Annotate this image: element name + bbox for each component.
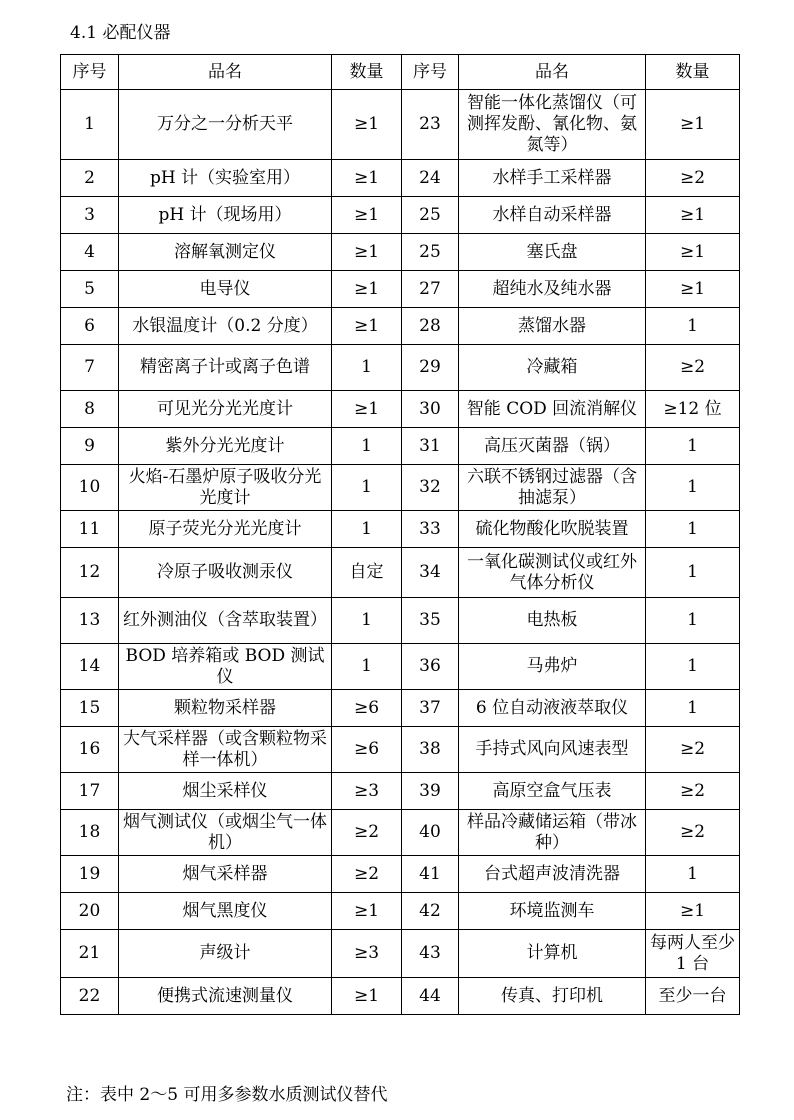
cell-right-no: 36	[402, 644, 459, 690]
cell-right-qty: ≥2	[646, 345, 740, 391]
cell-right-qty: 1	[646, 465, 740, 511]
cell-right-qty: ≥1	[646, 893, 740, 930]
cell-right-qty: 1	[646, 690, 740, 727]
cell-left-qty: 1	[332, 428, 402, 465]
cell-left-no: 20	[61, 893, 119, 930]
cell-left-name: 精密离子计或离子色谱	[119, 345, 332, 391]
cell-left-no: 7	[61, 345, 119, 391]
cell-right-no: 35	[402, 598, 459, 644]
section-title: 4.1 必配仪器	[70, 23, 171, 43]
table-row	[61, 727, 740, 773]
cell-right-name: 超纯水及纯水器	[459, 271, 646, 308]
cell-left-name: 便携式流速测量仪	[119, 978, 332, 1015]
cell-left-name: pH 计（现场用）	[119, 197, 332, 234]
cell-right-name: 台式超声波清洗器	[459, 856, 646, 893]
cell-left-qty: ≥1	[332, 893, 402, 930]
cell-left-qty: 1	[332, 511, 402, 548]
header-no-right: 序号	[402, 55, 459, 90]
cell-left-no: 12	[61, 548, 119, 598]
cell-left-no: 2	[61, 160, 119, 197]
cell-left-qty: ≥2	[332, 810, 402, 856]
cell-left-name: 颗粒物采样器	[119, 690, 332, 727]
header-name-right: 品名	[459, 55, 646, 90]
table-header-row	[61, 55, 740, 90]
cell-right-name: 水样手工采样器	[459, 160, 646, 197]
cell-left-no: 6	[61, 308, 119, 345]
cell-left-name: 声级计	[119, 930, 332, 978]
cell-right-name: 六联不锈钢过滤器（含抽滤泵）	[459, 465, 646, 511]
cell-left-no: 11	[61, 511, 119, 548]
instrument-table	[60, 54, 740, 1015]
cell-left-name: 紫外分光光度计	[119, 428, 332, 465]
table-row	[61, 308, 740, 345]
cell-right-name: 计算机	[459, 930, 646, 978]
cell-right-name: 一氧化碳测试仪或红外气体分析仪	[459, 548, 646, 598]
cell-right-name: 塞氏盘	[459, 234, 646, 271]
cell-left-name: 烟尘采样仪	[119, 773, 332, 810]
table-row	[61, 197, 740, 234]
table-row	[61, 234, 740, 271]
cell-left-qty: ≥1	[332, 271, 402, 308]
cell-right-no: 30	[402, 391, 459, 428]
header-qty-left: 数量	[332, 55, 402, 90]
cell-right-qty: 每两人至少 1 台	[646, 930, 740, 978]
cell-right-no: 43	[402, 930, 459, 978]
table-row	[61, 856, 740, 893]
cell-left-qty: ≥2	[332, 856, 402, 893]
cell-right-name: 智能 COD 回流消解仪	[459, 391, 646, 428]
cell-right-name: 智能一体化蒸馏仪（可测挥发酚、氰化物、氨氮等）	[459, 90, 646, 160]
table-row	[61, 644, 740, 690]
cell-right-name: 水样自动采样器	[459, 197, 646, 234]
cell-left-name: 冷原子吸收测汞仪	[119, 548, 332, 598]
cell-left-qty: ≥1	[332, 90, 402, 160]
cell-left-qty: ≥1	[332, 308, 402, 345]
table-row	[61, 428, 740, 465]
cell-right-no: 44	[402, 978, 459, 1015]
table-row	[61, 690, 740, 727]
cell-left-name: 红外测油仪（含萃取装置）	[119, 598, 332, 644]
cell-right-name: 冷藏箱	[459, 345, 646, 391]
cell-left-qty: ≥1	[332, 391, 402, 428]
table-row	[61, 978, 740, 1015]
cell-left-qty: ≥6	[332, 690, 402, 727]
cell-left-qty: ≥1	[332, 234, 402, 271]
cell-right-qty: ≥12 位	[646, 391, 740, 428]
cell-right-no: 28	[402, 308, 459, 345]
cell-left-qty: 自定	[332, 548, 402, 598]
cell-left-qty: 1	[332, 465, 402, 511]
cell-right-qty: ≥1	[646, 234, 740, 271]
cell-right-no: 34	[402, 548, 459, 598]
table-row	[61, 160, 740, 197]
table-row	[61, 930, 740, 978]
cell-right-no: 25	[402, 197, 459, 234]
cell-right-qty: ≥1	[646, 90, 740, 160]
cell-left-no: 16	[61, 727, 119, 773]
cell-left-no: 15	[61, 690, 119, 727]
table-row	[61, 810, 740, 856]
cell-right-name: 高原空盒气压表	[459, 773, 646, 810]
cell-left-no: 4	[61, 234, 119, 271]
footnote: 注：表中 2～5 可用多参数水质测试仪替代	[66, 1085, 388, 1105]
cell-left-name: 原子荧光分光光度计	[119, 511, 332, 548]
cell-right-name: 硫化物酸化吹脱装置	[459, 511, 646, 548]
cell-right-no: 27	[402, 271, 459, 308]
cell-right-qty: ≥2	[646, 727, 740, 773]
cell-left-name: 火焰-石墨炉原子吸收分光光度计	[119, 465, 332, 511]
cell-right-no: 38	[402, 727, 459, 773]
cell-left-qty: 1	[332, 345, 402, 391]
cell-left-no: 21	[61, 930, 119, 978]
cell-left-qty: 1	[332, 598, 402, 644]
cell-left-name: 大气采样器（或含颗粒物采样一体机）	[119, 727, 332, 773]
cell-left-no: 5	[61, 271, 119, 308]
cell-left-name: 万分之一分析天平	[119, 90, 332, 160]
cell-left-qty: ≥3	[332, 773, 402, 810]
cell-right-qty: 1	[646, 428, 740, 465]
cell-left-no: 14	[61, 644, 119, 690]
cell-left-qty: ≥1	[332, 978, 402, 1015]
cell-left-name: 可见光分光光度计	[119, 391, 332, 428]
cell-right-qty: ≥2	[646, 160, 740, 197]
cell-left-no: 9	[61, 428, 119, 465]
cell-right-no: 33	[402, 511, 459, 548]
cell-left-qty: ≥3	[332, 930, 402, 978]
table-row	[61, 271, 740, 308]
table-row	[61, 893, 740, 930]
header-name-left: 品名	[119, 55, 332, 90]
cell-right-qty: ≥2	[646, 810, 740, 856]
cell-left-no: 18	[61, 810, 119, 856]
cell-right-no: 25	[402, 234, 459, 271]
cell-right-no: 40	[402, 810, 459, 856]
cell-right-no: 24	[402, 160, 459, 197]
header-qty-right: 数量	[646, 55, 740, 90]
cell-right-no: 23	[402, 90, 459, 160]
cell-left-no: 10	[61, 465, 119, 511]
cell-right-qty: 至少一台	[646, 978, 740, 1015]
table-row	[61, 598, 740, 644]
table-row	[61, 345, 740, 391]
cell-left-no: 3	[61, 197, 119, 234]
cell-left-name: 烟气采样器	[119, 856, 332, 893]
cell-right-name: 手持式风向风速表型	[459, 727, 646, 773]
cell-right-name: 传真、打印机	[459, 978, 646, 1015]
cell-right-name: 高压灭菌器（锅）	[459, 428, 646, 465]
cell-left-name: 溶解氧测定仪	[119, 234, 332, 271]
table-row	[61, 90, 740, 160]
cell-right-qty: 1	[646, 644, 740, 690]
cell-right-qty: 1	[646, 511, 740, 548]
cell-right-name: 样品冷藏储运箱（带冰种）	[459, 810, 646, 856]
table-row	[61, 465, 740, 511]
cell-right-qty: ≥1	[646, 197, 740, 234]
table-row	[61, 773, 740, 810]
cell-left-qty: ≥6	[332, 727, 402, 773]
table-row	[61, 391, 740, 428]
cell-right-qty: 1	[646, 308, 740, 345]
cell-right-name: 电热板	[459, 598, 646, 644]
cell-left-name: 水银温度计（0.2 分度）	[119, 308, 332, 345]
cell-left-name: 烟气测试仪（或烟尘气一体机）	[119, 810, 332, 856]
cell-left-qty: 1	[332, 644, 402, 690]
cell-left-no: 22	[61, 978, 119, 1015]
cell-left-name: BOD 培养箱或 BOD 测试仪	[119, 644, 332, 690]
header-no-left: 序号	[61, 55, 119, 90]
cell-right-no: 37	[402, 690, 459, 727]
cell-right-no: 41	[402, 856, 459, 893]
cell-left-no: 8	[61, 391, 119, 428]
cell-right-qty: 1	[646, 856, 740, 893]
cell-right-no: 32	[402, 465, 459, 511]
cell-left-name: 烟气黑度仪	[119, 893, 332, 930]
cell-right-no: 39	[402, 773, 459, 810]
cell-left-no: 19	[61, 856, 119, 893]
cell-right-qty: ≥2	[646, 773, 740, 810]
cell-right-no: 42	[402, 893, 459, 930]
table-row	[61, 511, 740, 548]
cell-right-name: 环境监测车	[459, 893, 646, 930]
cell-left-no: 17	[61, 773, 119, 810]
cell-left-qty: ≥1	[332, 197, 402, 234]
cell-right-name: 马弗炉	[459, 644, 646, 690]
cell-left-no: 1	[61, 90, 119, 160]
cell-right-qty: 1	[646, 548, 740, 598]
cell-left-qty: ≥1	[332, 160, 402, 197]
cell-right-no: 29	[402, 345, 459, 391]
cell-right-qty: ≥1	[646, 271, 740, 308]
cell-left-name: 电导仪	[119, 271, 332, 308]
table-row	[61, 548, 740, 598]
cell-right-name: 蒸馏水器	[459, 308, 646, 345]
cell-right-qty: 1	[646, 598, 740, 644]
cell-left-no: 13	[61, 598, 119, 644]
cell-right-name: 6 位自动液液萃取仪	[459, 690, 646, 727]
cell-right-no: 31	[402, 428, 459, 465]
cell-left-name: pH 计（实验室用）	[119, 160, 332, 197]
